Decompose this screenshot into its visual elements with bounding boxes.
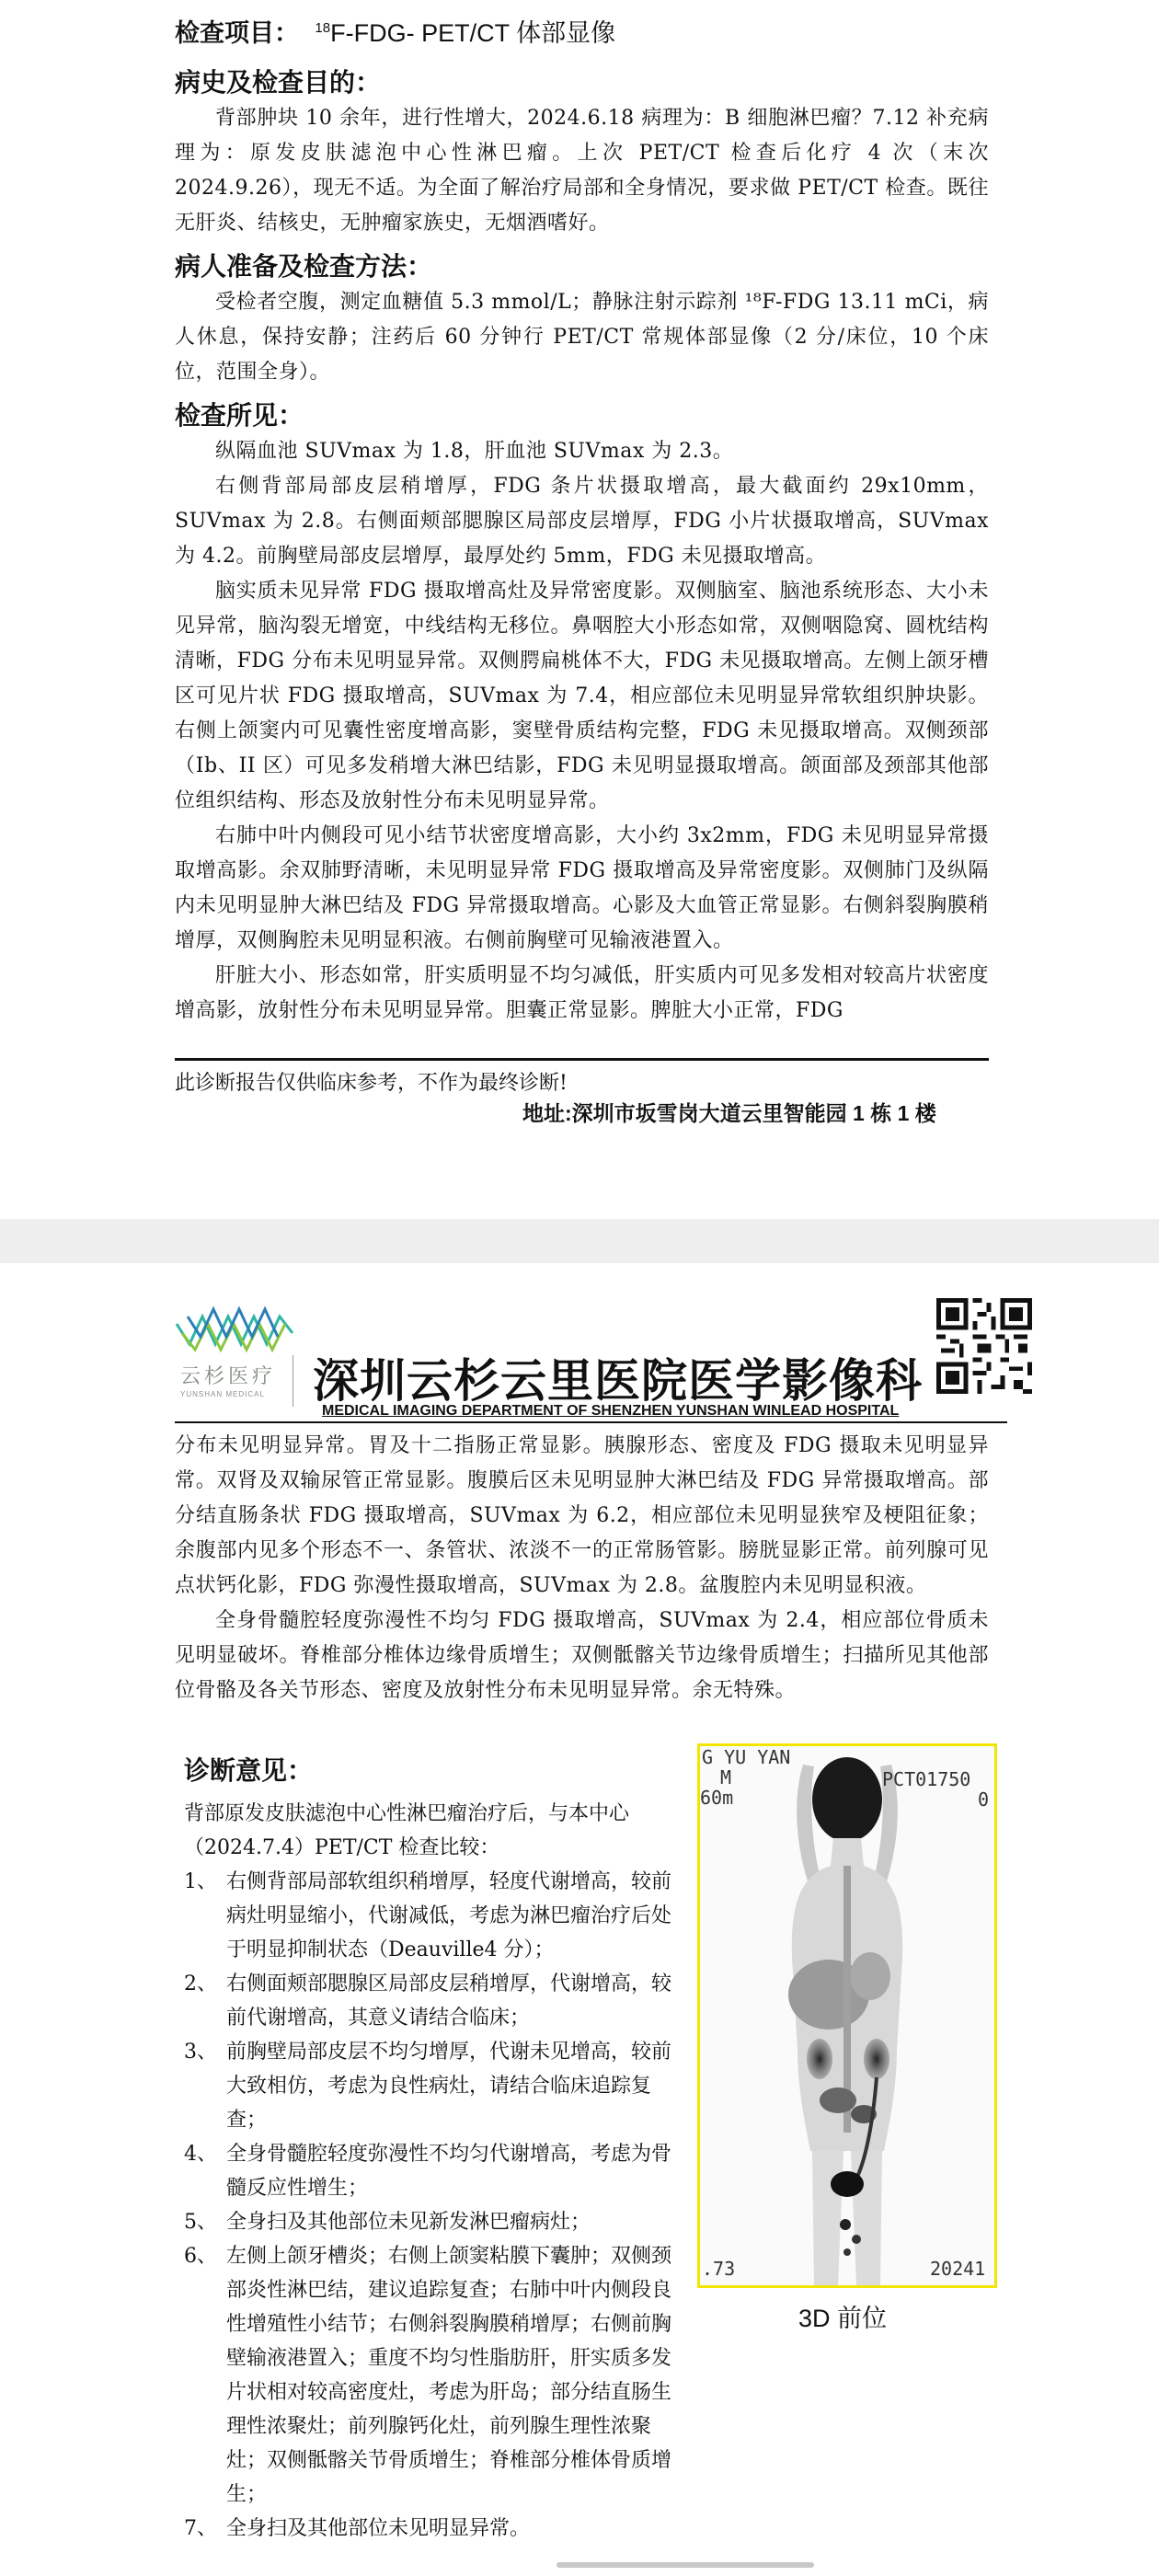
diagnosis-number: 3、 <box>184 2041 217 2064</box>
diagnosis-text: 右侧面颊部腮腺区局部皮层稍增厚，代谢增高，较前代谢增高，其意义请结合临床； <box>226 1972 672 2030</box>
diagnosis-number: 5、 <box>184 2211 217 2234</box>
logo-english-name: YUNSHAN MEDICAL <box>180 1390 265 1398</box>
findings-paragraph: 右侧背部局部皮层稍增厚，FDG 条片状摄取增高，最大截面约 29x10mm，SUVmax 为 2.8。右侧面颊部腮腺区局部皮层增厚，FDG 小片状摄取增高，SUVmax 为 4.2。前胸壁局部皮层增厚，最厚处约 5mm，FDG 未见摄取增高。 <box>175 475 989 568</box>
exam-item-name: F-FDG- PET/CT 体部显像 <box>330 19 616 47</box>
scroll-indicator[interactable] <box>557 2562 814 2568</box>
diagnosis-number: 1、 <box>184 1870 217 1893</box>
pet-series-number: 0 <box>978 1788 990 1811</box>
pet-mip-image[interactable] <box>697 1743 997 2288</box>
page-gap <box>0 1219 1159 1263</box>
hospital-english-title: MEDICAL IMAGING DEPARTMENT OF SHENZHEN YUNSHAN WINLEAD HOSPITAL <box>322 1403 900 1419</box>
findings-continued: 分布未见明显异常。胃及十二指肠正常显影。胰腺形态、密度及 FDG 摄取未见明显异常。双肾及双输尿管正常显影。腹膜后区未见明显肿大淋巴结及 FDG 异常摄取增高。部分结直肠条状 FDG 摄取增高，SUVmax 为 6.2，相应部位未见明显狭窄及梗阻征象；余腹部内见多个形态不一、条管状、浓淡不一的正常肠管影。膀胱显影正常。前列腺可见点状钙化影，FDG 弥漫性摄取增高，SUVmax 为 2.8。盆腹腔内未见明显积液。 <box>175 1434 989 1597</box>
diagnosis-number: 6、 <box>184 2245 217 2268</box>
findings-paragraph: 肝脏大小、形态如常，肝实质明显不均匀减低，肝实质内可见多发相对较高片状密度增高影，放射性分布未见明显异常。胆囊正常显影。脾脏大小正常，FDG <box>175 964 989 1022</box>
diagnosis-text: 全身扫及其他部位未见明显异常。 <box>226 2517 531 2540</box>
disclaimer: 此诊断报告仅供临床参考，不作为最终诊断! <box>175 1072 568 1095</box>
pet-study-id: PCT01750 <box>882 1768 971 1790</box>
history-heading: 病史及检查目的： <box>175 68 382 97</box>
diagnosis-number: 4、 <box>184 2143 217 2166</box>
exam-item-line <box>175 13 615 49</box>
exam-item-label: 检查项目： <box>175 19 299 48</box>
diagnosis-text: 全身骨髓腔轻度弥漫性不均匀代谢增高，考虑为骨髓反应性增生； <box>226 2143 672 2200</box>
diagnosis-list <box>184 1797 681 2546</box>
hospital-title: 深圳云杉云里医院医学影像科 <box>313 1355 923 1407</box>
diagnosis-item <box>184 1865 681 1967</box>
footer-rule <box>175 1058 989 1061</box>
exam-item-value <box>315 19 615 47</box>
hospital-address: 地址:深圳市坂雪岗大道云里智能园 1 栋 1 楼 <box>522 1101 936 1125</box>
findings-heading: 检查所见： <box>175 401 304 430</box>
findings-paragraph: 全身骨髓腔轻度弥漫性不均匀 FDG 摄取增高，SUVmax 为 2.4，相应部位骨质未见明显破坏。脊椎部分椎体边缘骨质增生；双侧骶髂关节边缘骨质增生；扫描所见其他部位骨骼及各关节形态、密度及放射性分布未见明显异常。余无特殊。 <box>175 1609 989 1702</box>
diagnosis-item <box>184 1967 681 2035</box>
findings-paragraph: 脑实质未见异常 FDG 摄取增高灶及异常密度影。双侧脑室、脑池系统形态、大小未见异常，脑沟裂无增宽，中线结构无移位。鼻咽腔大小形态如常，双侧咽隐窝、圆枕结构清晰，FDG 分布未见明显异常。双侧腭扁桃体不大，FDG 未见摄取增高。左侧上颌牙槽区可见片状 FDG 摄取增高，SUVmax 为 7.4，相应部位未见明显异常软组织肿块影。右侧上颌窦内可见囊性密度增高影，窦壁骨质结构完整，FDG 未见摄取增高。双侧颈部（Ib、II 区）可见多发稍增大淋巴结影，FDG 未见明显摄取增高。颌面部及颈部其他部位组织结构、形态及放射性分布未见明显异常。 <box>175 580 989 812</box>
history-text: 背部肿块 10 余年，进行性增大，2024.6.18 病理为：B 细胞淋巴瘤？7.12 补充病理为：原发皮肤滤泡中心性淋巴瘤。上次 PET/CT 检查后化疗 4 次（末次 2024.9.26），现无不适。为全面了解治疗局部和全身情况，要求做 PET/CT 检查。既往无肝炎、结核史，无肿瘤家族史，无烟酒嗜好。 <box>175 107 989 235</box>
report-page-2 <box>0 1263 1159 2576</box>
diagnosis-item <box>184 2205 681 2239</box>
report-body-1 <box>175 57 989 1029</box>
pet-patient-name: G YU YAN <box>702 1746 791 1768</box>
pet-body-silhouette <box>700 1746 994 2285</box>
diagnosis-item <box>184 2512 681 2546</box>
diagnosis-text: 全身扫及其他部位未见新发淋巴瘤病灶； <box>226 2211 591 2234</box>
diagnosis-intro: 背部原发皮肤滤泡中心性淋巴瘤治疗后，与本中心（2024.7.4）PET/CT 检查比较： <box>184 1802 630 1859</box>
prep-heading: 病人准备及检查方法： <box>175 252 433 281</box>
prep-text: 受检者空腹，测定血糖值 5.3 mmol/L；静脉注射示踪剂 ¹⁸F-FDG 13.11 mCi，病人休息，保持安静；注药后 60 分钟行 PET/CT 常规体部显像（2 分/床位，10 个床位，范围全身）。 <box>175 291 989 384</box>
diagnosis-item <box>184 2137 681 2205</box>
pet-sex: M <box>720 1766 732 1788</box>
findings-paragraph: 右肺中叶内侧段可见小结节状密度增高影，大小约 3x2mm，FDG 未见明显异常摄取增高影。余双肺野清晰，未见明显异常 FDG 摄取增高及异常密度影。双侧肺门及纵隔内未见明显肿大淋巴结及 FDG 异常摄取增高。心影及大血管正常显影。右侧斜裂胸膜稍增厚，双侧胸腔未见明显积液。右侧前胸壁可见输液港置入。 <box>175 824 989 952</box>
report-page-1 <box>0 0 1159 1219</box>
diagnosis-text: 右侧背部局部软组织稍增厚，轻度代谢增高，较前病灶明显缩小，代谢减低，考虑为淋巴瘤治疗后处于明显抑制状态（Deauville4 分）； <box>226 1870 672 1961</box>
diagnosis-heading: 诊断意见： <box>184 1756 314 1785</box>
pet-age: 60m <box>700 1787 734 1809</box>
diagnosis-item <box>184 2035 681 2137</box>
isotope-mass-number: 18 <box>315 20 331 36</box>
diagnosis-number: 7、 <box>184 2517 217 2540</box>
header-rule <box>175 1421 1007 1423</box>
findings-paragraph: 纵隔血池 SUVmax 为 1.8，肝血池 SUVmax 为 2.3。 <box>215 440 734 463</box>
logo-chinese-name: 云杉医疗 <box>180 1365 277 1388</box>
report-body-2 <box>175 1429 989 1708</box>
pet-image-caption: 3D 前位 <box>798 2305 888 2332</box>
diagnosis-text: 左侧上颌牙槽炎；右侧上颌窦粘膜下囊肿；双侧颈部炎性淋巴结，建议追踪复查；右肺中叶内侧段良性增殖性小结节；右侧斜裂胸膜稍增厚；右侧前胸壁输液港置入；重度不均匀性脂肪肝，肝实质多发片状相对较高密度灶，考虑为肝岛；部分结直肠生理性浓聚灶；前列腺钙化灶，前列腺生理性浓聚灶；双侧骶髂关节骨质增生；脊椎部分椎体骨质增生； <box>226 2245 672 2506</box>
diagnosis-item <box>184 2239 681 2512</box>
yunshan-logo-icon <box>173 1296 302 1361</box>
pet-study-date: 20241 <box>930 2258 986 2280</box>
pet-scale-value: .73 <box>702 2258 736 2280</box>
qr-code-icon[interactable] <box>936 1298 1032 1394</box>
diagnosis-text: 前胸壁局部皮层不均匀增厚，代谢未见增高，较前大致相仿，考虑为良性病灶，请结合临床追踪复查； <box>226 2041 672 2132</box>
diagnosis-number: 2、 <box>184 1972 217 1995</box>
